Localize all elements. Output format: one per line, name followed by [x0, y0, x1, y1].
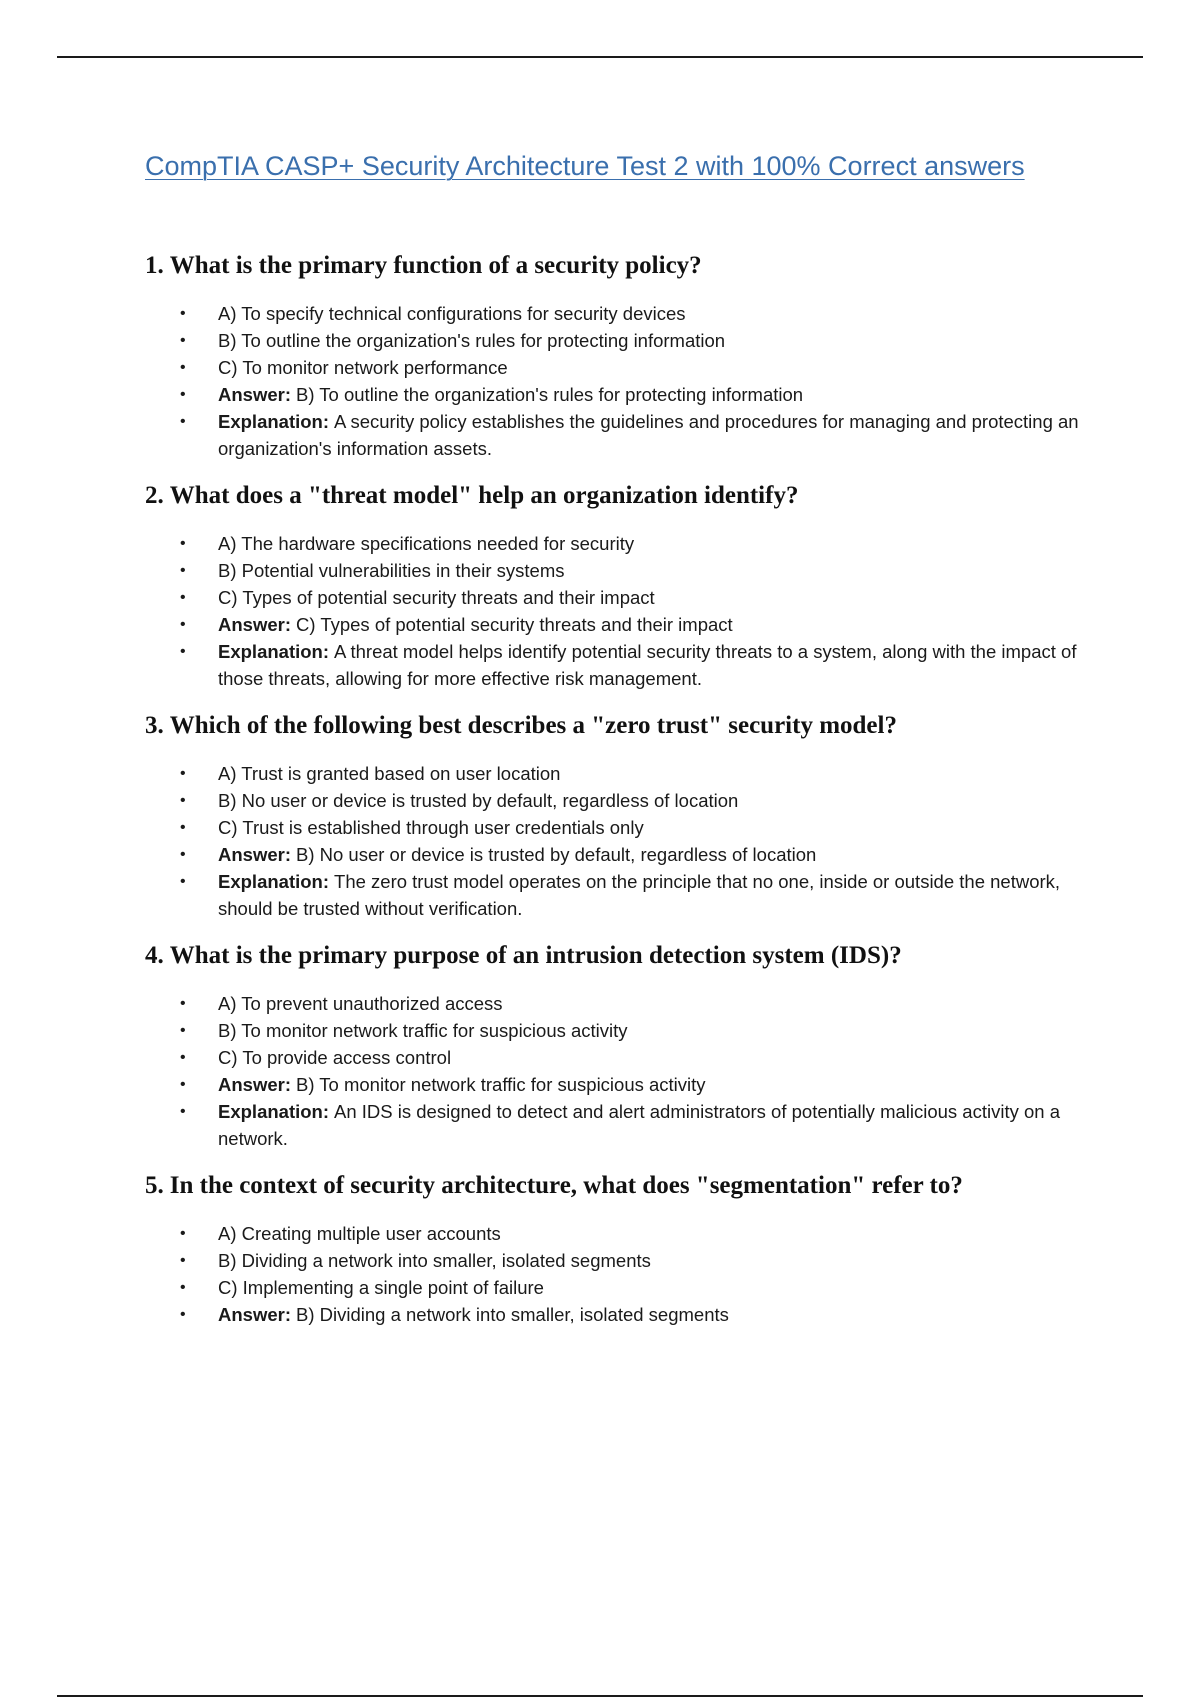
option-list — [145, 1220, 1095, 1328]
option-item — [145, 787, 1095, 814]
bullet-icon: • — [180, 1049, 186, 1066]
option-list — [145, 300, 1095, 462]
header-rule — [57, 56, 1143, 58]
answer-item — [145, 611, 1095, 638]
option-list — [145, 990, 1095, 1152]
explanation-item — [145, 408, 1095, 462]
option-text: C) Implementing a single point of failure — [218, 1277, 544, 1298]
option-text: B) To monitor network traffic for suspicious activity — [218, 1020, 628, 1041]
explanation-text: An IDS is designed to detect and alert administrators of potentially malicious activity on a network. — [218, 1101, 1060, 1149]
option-text: A) To specify technical configurations for security devices — [218, 303, 686, 324]
option-text: B) Dividing a network into smaller, isolated segments — [218, 1250, 651, 1271]
option-text: C) Types of potential security threats and their impact — [218, 587, 655, 608]
bullet-icon: • — [180, 1306, 186, 1323]
answer-text: B) No user or device is trusted by default, regardless of location — [296, 844, 817, 865]
option-item — [145, 1017, 1095, 1044]
bullet-icon: • — [180, 1225, 186, 1242]
bullet-icon: • — [180, 873, 186, 890]
question-5 — [145, 1168, 1095, 1328]
bullet-icon: • — [180, 1103, 186, 1120]
option-text: C) To provide access control — [218, 1047, 452, 1068]
bullet-icon: • — [180, 359, 186, 376]
explanation-label: Explanation: — [218, 871, 330, 892]
answer-label: Answer: — [218, 844, 291, 865]
option-item — [145, 584, 1095, 611]
answer-item — [145, 1301, 1095, 1328]
option-text: B) Potential vulnerabilities in their systems — [218, 560, 565, 581]
explanation-item — [145, 1098, 1095, 1152]
bullet-icon: • — [180, 332, 186, 349]
question-number: 2. — [145, 482, 164, 509]
question-text: Which of the following best describes a "zero trust" security model? — [169, 712, 897, 739]
option-item — [145, 530, 1095, 557]
explanation-item — [145, 638, 1095, 692]
question-number: 3. — [145, 712, 164, 739]
question-2 — [145, 478, 1095, 692]
question-heading — [145, 938, 1095, 974]
option-text: A) Creating multiple user accounts — [218, 1223, 501, 1244]
explanation-label: Explanation: — [218, 1101, 330, 1122]
answer-text: B) To monitor network traffic for suspicious activity — [296, 1074, 706, 1095]
option-item — [145, 300, 1095, 327]
bullet-icon: • — [180, 846, 186, 863]
option-item — [145, 327, 1095, 354]
explanation-item — [145, 868, 1095, 922]
option-item — [145, 1274, 1095, 1301]
question-text: What is the primary function of a security policy? — [169, 252, 702, 279]
option-text: B) No user or device is trusted by default, regardless of location — [218, 790, 739, 811]
question-number: 4. — [145, 942, 164, 969]
bullet-icon: • — [180, 535, 186, 552]
question-number: 5. — [145, 1172, 164, 1199]
question-heading — [145, 708, 1095, 744]
option-item — [145, 990, 1095, 1017]
bullet-icon: • — [180, 305, 186, 322]
explanation-text: A threat model helps identify potential security threats to a system, along with the impact of those threats, allowing for more effective risk management. — [218, 641, 1077, 689]
explanation-text: A security policy establishes the guidelines and procedures for managing and protecting an organization's information assets. — [218, 411, 1079, 459]
bullet-icon: • — [180, 589, 186, 606]
option-item — [145, 1220, 1095, 1247]
answer-item — [145, 381, 1095, 408]
option-item — [145, 557, 1095, 584]
answer-text: B) To outline the organization's rules for protecting information — [296, 384, 804, 405]
question-3 — [145, 708, 1095, 922]
bullet-icon: • — [180, 562, 186, 579]
bullet-icon: • — [180, 386, 186, 403]
option-text: C) Trust is established through user credentials only — [218, 817, 644, 838]
bullet-icon: • — [180, 995, 186, 1012]
option-item — [145, 1247, 1095, 1274]
bullet-icon: • — [180, 413, 186, 430]
bullet-icon: • — [180, 1022, 186, 1039]
option-item — [145, 760, 1095, 787]
question-4 — [145, 938, 1095, 1152]
answer-label: Answer: — [218, 614, 291, 635]
option-item — [145, 1044, 1095, 1071]
question-heading — [145, 478, 1095, 514]
bullet-icon: • — [180, 643, 186, 660]
answer-item — [145, 841, 1095, 868]
explanation-label: Explanation: — [218, 411, 330, 432]
document-title[interactable]: CompTIA CASP+ Security Architecture Test 2 with 100% Correct answers — [145, 151, 1025, 181]
option-text: B) To outline the organization's rules for protecting information — [218, 330, 726, 351]
option-list — [145, 760, 1095, 922]
bullet-icon: • — [180, 616, 186, 633]
footer-rule — [57, 1695, 1143, 1697]
question-heading — [145, 248, 1095, 284]
option-text: C) To monitor network performance — [218, 357, 508, 378]
answer-text: C) Types of potential security threats and their impact — [296, 614, 733, 635]
question-1 — [145, 248, 1095, 462]
question-text: In the context of security architecture, what does "segmentation" refer to? — [169, 1172, 963, 1199]
option-text: A) Trust is granted based on user location — [218, 763, 561, 784]
bullet-icon: • — [180, 819, 186, 836]
option-list — [145, 530, 1095, 692]
bullet-icon: • — [180, 1252, 186, 1269]
option-item — [145, 814, 1095, 841]
bullet-icon: • — [180, 1279, 186, 1296]
question-heading — [145, 1168, 1095, 1204]
option-item — [145, 354, 1095, 381]
answer-text: B) Dividing a network into smaller, isolated segments — [296, 1304, 729, 1325]
answer-label: Answer: — [218, 384, 291, 405]
answer-label: Answer: — [218, 1304, 291, 1325]
question-list — [145, 248, 1095, 1344]
option-text: A) To prevent unauthorized access — [218, 993, 503, 1014]
answer-item — [145, 1071, 1095, 1098]
explanation-label: Explanation: — [218, 641, 330, 662]
answer-label: Answer: — [218, 1074, 291, 1095]
question-text: What does a "threat model" help an organization identify? — [169, 482, 799, 509]
bullet-icon: • — [180, 765, 186, 782]
option-text: A) The hardware specifications needed for security — [218, 533, 635, 554]
bullet-icon: • — [180, 1076, 186, 1093]
question-number: 1. — [145, 252, 164, 279]
bullet-icon: • — [180, 792, 186, 809]
explanation-text: The zero trust model operates on the principle that no one, inside or outside the network, should be trusted without verification. — [218, 871, 1061, 919]
question-text: What is the primary purpose of an intrusion detection system (IDS)? — [169, 942, 902, 969]
